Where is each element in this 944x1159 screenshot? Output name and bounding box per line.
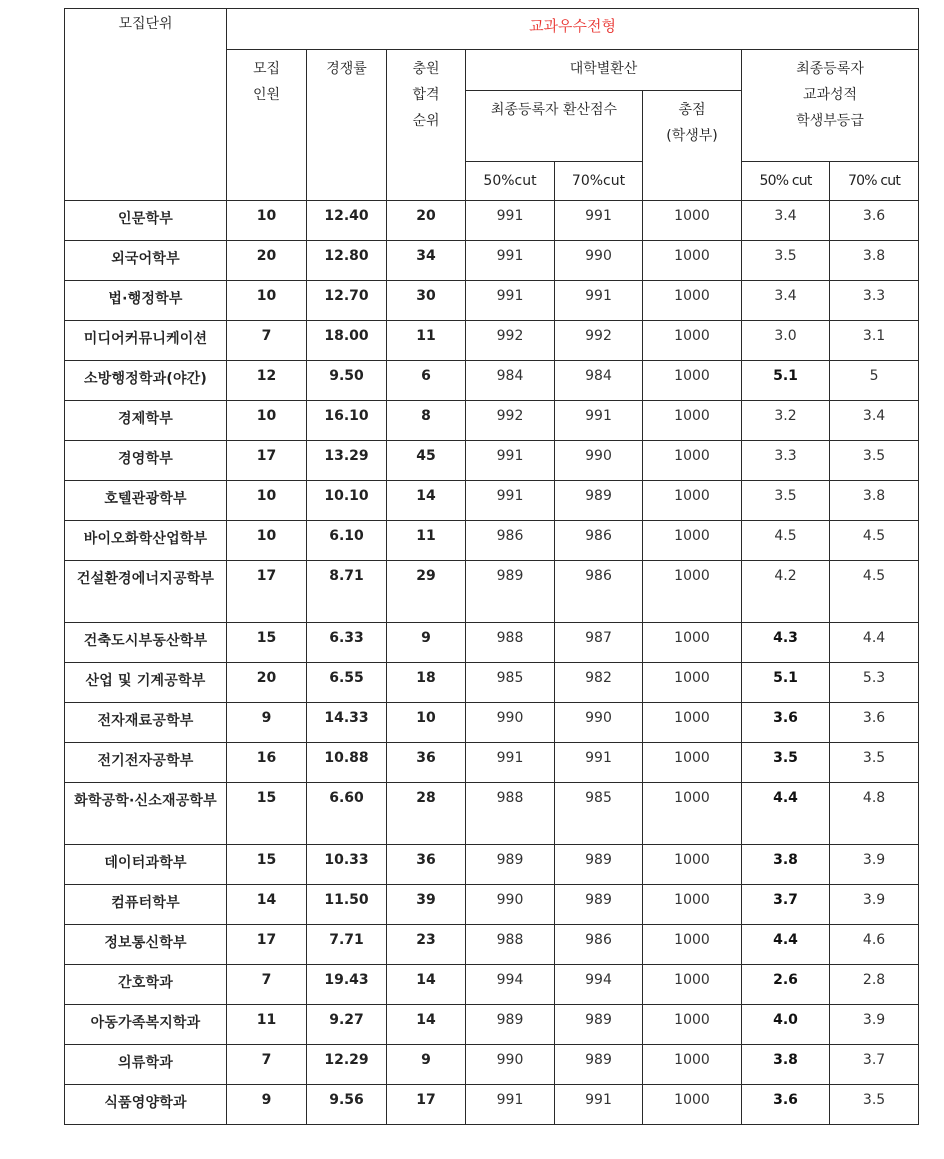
recruit-cell: 7 — [227, 321, 307, 361]
score70-cell: 982 — [555, 663, 643, 703]
recruit-cell: 11 — [227, 1005, 307, 1045]
header-extra-rank: 충원 합격 순위 — [387, 50, 466, 201]
competition-cell: 6.33 — [307, 623, 387, 663]
grade70-cell: 3.9 — [830, 845, 919, 885]
competition-cell: 10.33 — [307, 845, 387, 885]
score50-cell: 985 — [466, 663, 555, 703]
competition-cell: 9.27 — [307, 1005, 387, 1045]
unit-cell: 경영학부 — [65, 441, 227, 481]
unit-cell: 화학공학·신소재공학부 — [65, 783, 227, 845]
recruit-cell: 10 — [227, 401, 307, 441]
unit-cell: 전자재료공학부 — [65, 703, 227, 743]
rank-cell: 14 — [387, 965, 466, 1005]
score50-cell: 991 — [466, 281, 555, 321]
table-row — [65, 441, 919, 481]
score50-cell: 991 — [466, 441, 555, 481]
score50-cell: 986 — [466, 521, 555, 561]
unit-cell: 건설환경에너지공학부 — [65, 561, 227, 623]
recruit-cell: 10 — [227, 521, 307, 561]
rank-cell: 17 — [387, 1085, 466, 1125]
header-recruit: 모집 인원 — [227, 50, 307, 201]
competition-cell: 9.56 — [307, 1085, 387, 1125]
table-row — [65, 481, 919, 521]
unit-cell: 소방행정학과(야간) — [65, 361, 227, 401]
score50-cell: 984 — [466, 361, 555, 401]
table-row — [65, 885, 919, 925]
score70-cell: 984 — [555, 361, 643, 401]
grade70-cell: 2.8 — [830, 965, 919, 1005]
score50-cell: 994 — [466, 965, 555, 1005]
total-cell: 1000 — [643, 401, 742, 441]
total-cell: 1000 — [643, 743, 742, 783]
score50-cell: 990 — [466, 1045, 555, 1085]
recruit-cell: 20 — [227, 241, 307, 281]
unit-cell: 데이터과학부 — [65, 845, 227, 885]
unit-cell: 의류학과 — [65, 1045, 227, 1085]
grade50-cell: 3.5 — [742, 241, 830, 281]
recruit-cell: 17 — [227, 925, 307, 965]
score70-cell: 987 — [555, 623, 643, 663]
rank-cell: 30 — [387, 281, 466, 321]
competition-cell: 9.50 — [307, 361, 387, 401]
competition-cell: 13.29 — [307, 441, 387, 481]
grade70-cell: 3.9 — [830, 1005, 919, 1045]
total-cell: 1000 — [643, 281, 742, 321]
total-cell: 1000 — [643, 561, 742, 623]
total-cell: 1000 — [643, 623, 742, 663]
score50-cell: 989 — [466, 561, 555, 623]
header-grade: 최종등록자 교과성적 학생부등급 — [742, 50, 919, 162]
score50-cell: 988 — [466, 623, 555, 663]
competition-cell: 6.55 — [307, 663, 387, 703]
competition-cell: 6.10 — [307, 521, 387, 561]
total-cell: 1000 — [643, 925, 742, 965]
table-row — [65, 845, 919, 885]
total-cell: 1000 — [643, 481, 742, 521]
grade50-cell: 4.5 — [742, 521, 830, 561]
grade50-cell: 2.6 — [742, 965, 830, 1005]
score70-cell: 989 — [555, 1045, 643, 1085]
table-row — [65, 521, 919, 561]
recruit-cell: 14 — [227, 885, 307, 925]
recruit-cell: 17 — [227, 441, 307, 481]
grade50-cell: 4.3 — [742, 623, 830, 663]
unit-cell: 산업 및 기계공학부 — [65, 663, 227, 703]
rank-cell: 39 — [387, 885, 466, 925]
competition-cell: 11.50 — [307, 885, 387, 925]
rank-cell: 14 — [387, 481, 466, 521]
table-row — [65, 201, 919, 241]
rank-cell: 28 — [387, 783, 466, 845]
grade50-cell: 3.0 — [742, 321, 830, 361]
grade70-cell: 3.1 — [830, 321, 919, 361]
table-row — [65, 401, 919, 441]
recruit-cell: 10 — [227, 201, 307, 241]
rank-cell: 9 — [387, 1045, 466, 1085]
total-cell: 1000 — [643, 441, 742, 481]
rank-cell: 10 — [387, 703, 466, 743]
rank-cell: 11 — [387, 321, 466, 361]
recruit-cell: 10 — [227, 281, 307, 321]
score70-cell: 990 — [555, 441, 643, 481]
score70-cell: 986 — [555, 521, 643, 561]
competition-cell: 19.43 — [307, 965, 387, 1005]
recruit-cell: 16 — [227, 743, 307, 783]
score70-cell: 991 — [555, 201, 643, 241]
unit-cell: 건축도시부동산학부 — [65, 623, 227, 663]
grade70-cell: 4.8 — [830, 783, 919, 845]
header-grade-cut70: 70% cut — [830, 162, 919, 201]
table-row — [65, 361, 919, 401]
unit-cell: 미디어커뮤니케이션 — [65, 321, 227, 361]
score50-cell: 988 — [466, 783, 555, 845]
total-cell: 1000 — [643, 1085, 742, 1125]
unit-cell: 외국어학부 — [65, 241, 227, 281]
grade70-cell: 3.6 — [830, 703, 919, 743]
recruit-cell: 9 — [227, 703, 307, 743]
header-total: 총점 (학생부) — [643, 91, 742, 201]
grade70-cell: 3.7 — [830, 1045, 919, 1085]
grade70-cell: 3.5 — [830, 441, 919, 481]
unit-cell: 식품영양학과 — [65, 1085, 227, 1125]
rank-cell: 34 — [387, 241, 466, 281]
recruit-cell: 15 — [227, 783, 307, 845]
total-cell: 1000 — [643, 663, 742, 703]
rank-cell: 14 — [387, 1005, 466, 1045]
header-grade-cut50: 50% cut — [742, 162, 830, 201]
unit-cell: 인문학부 — [65, 201, 227, 241]
table-row — [65, 1045, 919, 1085]
recruit-cell: 9 — [227, 1085, 307, 1125]
unit-cell: 법·행정학부 — [65, 281, 227, 321]
rank-cell: 11 — [387, 521, 466, 561]
total-cell: 1000 — [643, 885, 742, 925]
header-conversion: 대학별환산 — [466, 50, 742, 91]
grade70-cell: 3.5 — [830, 743, 919, 783]
total-cell: 1000 — [643, 783, 742, 845]
table-row — [65, 561, 919, 623]
table-row — [65, 925, 919, 965]
rank-cell: 6 — [387, 361, 466, 401]
table-row — [65, 281, 919, 321]
total-cell: 1000 — [643, 521, 742, 561]
recruit-cell: 10 — [227, 481, 307, 521]
score50-cell: 988 — [466, 925, 555, 965]
score70-cell: 991 — [555, 743, 643, 783]
unit-cell: 호텔관광학부 — [65, 481, 227, 521]
competition-cell: 12.29 — [307, 1045, 387, 1085]
competition-cell: 12.40 — [307, 201, 387, 241]
score50-cell: 991 — [466, 1085, 555, 1125]
competition-cell: 10.10 — [307, 481, 387, 521]
table-row — [65, 241, 919, 281]
competition-cell: 10.88 — [307, 743, 387, 783]
total-cell: 1000 — [643, 241, 742, 281]
total-cell: 1000 — [643, 361, 742, 401]
rank-cell: 23 — [387, 925, 466, 965]
unit-cell: 경제학부 — [65, 401, 227, 441]
grade50-cell: 3.6 — [742, 703, 830, 743]
table-row — [65, 1085, 919, 1125]
score70-cell: 991 — [555, 1085, 643, 1125]
grade70-cell: 3.3 — [830, 281, 919, 321]
grade70-cell: 3.8 — [830, 481, 919, 521]
grade50-cell: 3.3 — [742, 441, 830, 481]
grade50-cell: 4.4 — [742, 783, 830, 845]
grade50-cell: 3.5 — [742, 743, 830, 783]
header-competition: 경쟁률 — [307, 50, 387, 201]
total-cell: 1000 — [643, 201, 742, 241]
score70-cell: 986 — [555, 561, 643, 623]
grade50-cell: 3.6 — [742, 1085, 830, 1125]
grade50-cell: 3.8 — [742, 1045, 830, 1085]
grade70-cell: 4.6 — [830, 925, 919, 965]
rank-cell: 45 — [387, 441, 466, 481]
rank-cell: 36 — [387, 743, 466, 783]
total-cell: 1000 — [643, 321, 742, 361]
table-row — [65, 965, 919, 1005]
competition-cell: 6.60 — [307, 783, 387, 845]
grade70-cell: 3.5 — [830, 1085, 919, 1125]
score70-cell: 989 — [555, 885, 643, 925]
recruit-cell: 15 — [227, 845, 307, 885]
grade50-cell: 5.1 — [742, 663, 830, 703]
total-cell: 1000 — [643, 703, 742, 743]
unit-cell: 간호학과 — [65, 965, 227, 1005]
score70-cell: 989 — [555, 481, 643, 521]
grade50-cell: 3.4 — [742, 201, 830, 241]
grade50-cell: 4.2 — [742, 561, 830, 623]
rank-cell: 20 — [387, 201, 466, 241]
score50-cell: 990 — [466, 703, 555, 743]
rank-cell: 18 — [387, 663, 466, 703]
grade70-cell: 5 — [830, 361, 919, 401]
recruit-cell: 17 — [227, 561, 307, 623]
recruit-cell: 7 — [227, 1045, 307, 1085]
score70-cell: 989 — [555, 1005, 643, 1045]
competition-cell: 8.71 — [307, 561, 387, 623]
competition-cell: 18.00 — [307, 321, 387, 361]
table-row — [65, 321, 919, 361]
score70-cell: 985 — [555, 783, 643, 845]
header-final-score: 최종등록자 환산점수 — [466, 91, 643, 162]
competition-cell: 12.80 — [307, 241, 387, 281]
competition-cell: 7.71 — [307, 925, 387, 965]
unit-cell: 아동가족복지학과 — [65, 1005, 227, 1045]
unit-cell: 정보통신학부 — [65, 925, 227, 965]
rank-cell: 8 — [387, 401, 466, 441]
recruit-cell: 20 — [227, 663, 307, 703]
score70-cell: 990 — [555, 703, 643, 743]
grade70-cell: 4.5 — [830, 521, 919, 561]
score70-cell: 986 — [555, 925, 643, 965]
grade50-cell: 3.8 — [742, 845, 830, 885]
total-cell: 1000 — [643, 1005, 742, 1045]
table-row — [65, 623, 919, 663]
unit-cell: 전기전자공학부 — [65, 743, 227, 783]
score50-cell: 991 — [466, 743, 555, 783]
competition-cell: 12.70 — [307, 281, 387, 321]
rank-cell: 29 — [387, 561, 466, 623]
grade70-cell: 5.3 — [830, 663, 919, 703]
grade70-cell: 3.6 — [830, 201, 919, 241]
header-cut70: 70%cut — [555, 162, 643, 201]
score50-cell: 991 — [466, 201, 555, 241]
table-row — [65, 703, 919, 743]
header-admission-type: 교과우수전형 — [227, 9, 919, 50]
table-row — [65, 783, 919, 845]
grade70-cell: 3.4 — [830, 401, 919, 441]
rank-cell: 9 — [387, 623, 466, 663]
grade70-cell: 3.8 — [830, 241, 919, 281]
grade50-cell: 4.4 — [742, 925, 830, 965]
rank-cell: 36 — [387, 845, 466, 885]
grade50-cell: 4.0 — [742, 1005, 830, 1045]
score50-cell: 992 — [466, 321, 555, 361]
score50-cell: 991 — [466, 481, 555, 521]
grade70-cell: 4.5 — [830, 561, 919, 623]
unit-cell: 컴퓨터학부 — [65, 885, 227, 925]
score70-cell: 994 — [555, 965, 643, 1005]
competition-cell: 16.10 — [307, 401, 387, 441]
grade50-cell: 3.2 — [742, 401, 830, 441]
grade70-cell: 3.9 — [830, 885, 919, 925]
grade50-cell: 5.1 — [742, 361, 830, 401]
unit-cell: 바이오화학산업학부 — [65, 521, 227, 561]
score50-cell: 989 — [466, 845, 555, 885]
score50-cell: 992 — [466, 401, 555, 441]
grade50-cell: 3.5 — [742, 481, 830, 521]
score70-cell: 989 — [555, 845, 643, 885]
total-cell: 1000 — [643, 845, 742, 885]
score70-cell: 990 — [555, 241, 643, 281]
table-row — [65, 1005, 919, 1045]
score70-cell: 992 — [555, 321, 643, 361]
score50-cell: 990 — [466, 885, 555, 925]
competition-cell: 14.33 — [307, 703, 387, 743]
total-cell: 1000 — [643, 965, 742, 1005]
total-cell: 1000 — [643, 1045, 742, 1085]
recruit-cell: 15 — [227, 623, 307, 663]
table-row — [65, 743, 919, 783]
recruit-cell: 7 — [227, 965, 307, 1005]
header-cut50: 50%cut — [466, 162, 555, 201]
grade50-cell: 3.7 — [742, 885, 830, 925]
recruit-cell: 12 — [227, 361, 307, 401]
score50-cell: 989 — [466, 1005, 555, 1045]
grade70-cell: 4.4 — [830, 623, 919, 663]
table-row — [65, 663, 919, 703]
grade50-cell: 3.4 — [742, 281, 830, 321]
score70-cell: 991 — [555, 401, 643, 441]
header-unit: 모집단위 — [65, 9, 227, 201]
score70-cell: 991 — [555, 281, 643, 321]
score50-cell: 991 — [466, 241, 555, 281]
admission-results-table — [64, 8, 919, 1125]
